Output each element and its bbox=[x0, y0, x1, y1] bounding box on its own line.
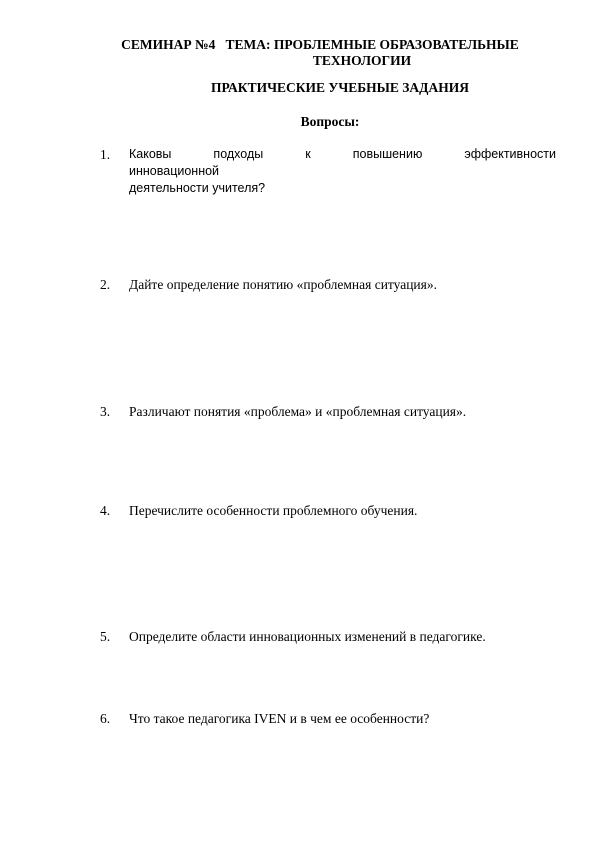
question-6 bbox=[100, 710, 556, 727]
question-1 bbox=[100, 146, 556, 197]
question-5 bbox=[100, 628, 556, 645]
question-4 bbox=[100, 502, 556, 519]
question-6-text: Что такое педагогика IVEN и в чем ее особенности? bbox=[129, 711, 430, 726]
question-4-number: 4. bbox=[100, 503, 111, 518]
title-line-2: ТЕХНОЛОГИИ bbox=[312, 53, 412, 68]
title-line-1: СЕМИНАР №4 ТЕМА: ПРОБЛЕМНЫЕ ОБРАЗОВАТЕЛЬНЫЕ bbox=[121, 37, 519, 52]
question-6-number: 6. bbox=[100, 711, 111, 726]
question-4-text: Перечислите особенности проблемного обучения. bbox=[129, 503, 418, 518]
question-3-number: 3. bbox=[100, 404, 111, 419]
question-3 bbox=[100, 403, 556, 420]
question-5-number: 5. bbox=[100, 629, 111, 644]
question-3-text: Различают понятия «проблема» и «проблемная ситуация». bbox=[129, 404, 467, 419]
question-2-text: Дайте определение понятию «проблемная ситуация». bbox=[129, 277, 437, 292]
question-2-number: 2. bbox=[100, 277, 111, 292]
question-2 bbox=[100, 276, 556, 293]
questions-heading: Вопросы: bbox=[300, 114, 360, 129]
question-5-text: Определите области инновационных изменений в педагогике. bbox=[129, 629, 486, 644]
document-title bbox=[100, 37, 540, 69]
question-1-number: 1. bbox=[100, 147, 111, 162]
question-1-line-1: Каковы подходы к повышению эффективности инновационной bbox=[129, 147, 556, 178]
question-1-line-2: деятельности учителя? bbox=[129, 181, 266, 195]
document-subtitle: ПРАКТИЧЕСКИЕ УЧЕБНЫЕ ЗАДАНИЯ bbox=[211, 80, 469, 95]
